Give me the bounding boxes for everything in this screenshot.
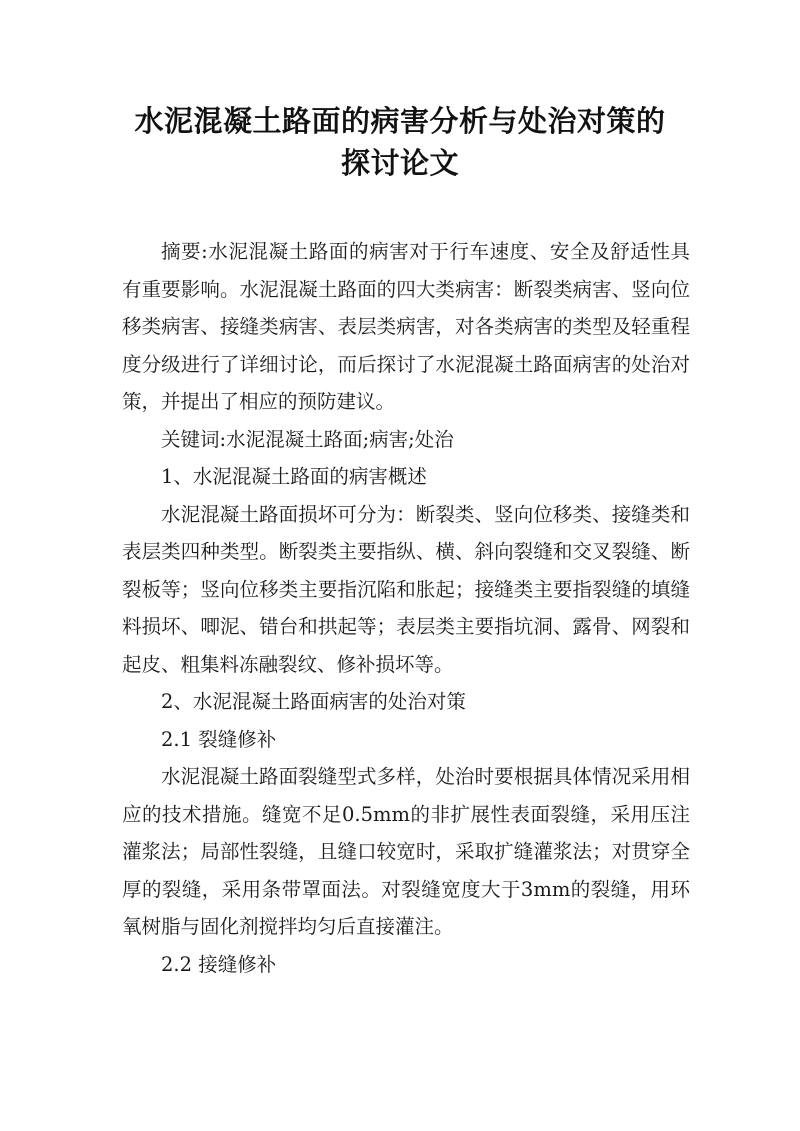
section-2-1-paragraph: 水泥混凝土路面裂缝型式多样，处治时要根据具体情况采用相应的技术措施。缝宽不足0.5mm的非扩展性表面裂缝，采用压注灌浆法；局部性裂缝，且缝口较宽时，采取扩缝灌浆法；对贯穿全厚的裂缝，采用条带罩面法。对裂缝宽度大于3mm的裂缝，用环氧树脂与固化剂搅拌均匀后直接灌注。: [122, 765, 690, 938]
abstract-paragraph: 摘要:水泥混凝土路面的病害对于行车速度、安全及舒适性具有重要影响。水泥混凝土路面的四大类病害：断裂类病害、竖向位移类病害、接缝类病害、表层类病害，对各类病害的类型及轻重程度分级进行了详细讨论，而后探讨了水泥混凝土路面病害的处治对策，并提出了相应的预防建议。: [122, 240, 690, 413]
document-title-line-1: 水泥混凝土路面的病害分析与处治对策的: [134, 104, 666, 138]
section-2-1-heading: 2.1 裂缝修补: [161, 727, 277, 751]
document-title-line-2: 探讨论文: [340, 146, 459, 180]
section-2-2-heading: 2.2 接缝修补: [161, 952, 277, 976]
document-body: [122, 233, 690, 983]
keywords-paragraph: 关键词:水泥混凝土路面;病害;处治: [161, 427, 454, 451]
section-2-heading: 2、水泥混凝土路面病害的处治对策: [161, 690, 466, 713]
section-1-paragraph: 水泥混凝土路面损坏可分为：断裂类、竖向位移类、接缝类和表层类四种类型。断裂类主要指纵、横、斜向裂缝和交叉裂缝、断裂板等；竖向位移类主要指沉陷和胀起；接缝类主要指裂缝的填缝料损坏、唧泥、错台和拱起等；表层类主要指坑洞、露骨、网裂和起皮、粗集料冻融裂纹、修补损坏等。: [122, 502, 690, 676]
section-1-heading: 1、水泥混凝土路面的病害概述: [161, 465, 427, 488]
